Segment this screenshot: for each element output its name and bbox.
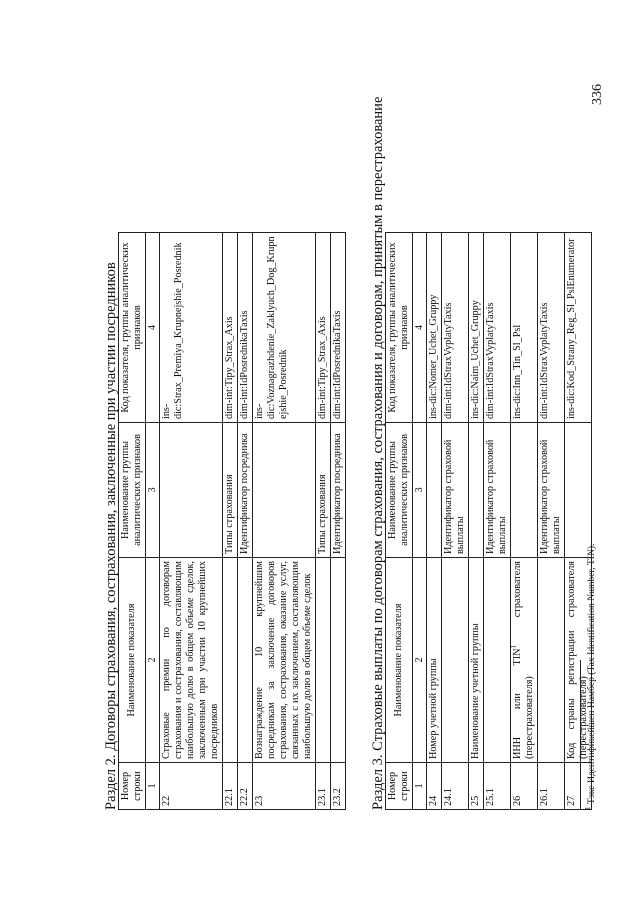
table-row bbox=[238, 233, 253, 810]
col-number: 2 bbox=[413, 558, 427, 763]
group-name bbox=[565, 423, 592, 558]
indicator-code: dim-int:IdStraxVyplatyTaxis bbox=[442, 233, 469, 423]
indicator-code: dim-int:IdStraxVyplatyTaxis bbox=[538, 233, 565, 423]
table-row bbox=[469, 233, 484, 810]
footnote-number: 1 bbox=[583, 806, 592, 810]
group-name: Идентификатор страховой выплаты bbox=[442, 423, 469, 558]
indicator-code: ins-dic:Kod_Strany_Reg_Sl_PslEnumerator bbox=[565, 233, 592, 423]
indicator-name bbox=[538, 558, 565, 763]
row-number: 23.1 bbox=[316, 763, 331, 810]
col-number: 3 bbox=[413, 423, 427, 558]
row-number: 22.2 bbox=[238, 763, 253, 810]
table-header-row bbox=[119, 233, 146, 810]
table-row bbox=[442, 233, 469, 810]
column-number-row bbox=[413, 233, 427, 810]
indicator-name: Номер учетной группы bbox=[427, 558, 442, 763]
indicator-code: ins-dic:Naim_Uchet_Gruppy bbox=[469, 233, 484, 423]
row-number: 22 bbox=[160, 763, 223, 810]
row-number: 23 bbox=[253, 763, 316, 810]
indicator-code: ins-dic:Voznagrazhdenie_Zaklyuch_Dog_Krupnejshie_Posrednik bbox=[253, 233, 316, 423]
row-number: 22.1 bbox=[223, 763, 238, 810]
col-number: 4 bbox=[146, 233, 160, 423]
col-number: 4 bbox=[413, 233, 427, 423]
col-number: 2 bbox=[146, 558, 160, 763]
header-group-name: Наименование группы аналитических признаков bbox=[119, 423, 146, 558]
table-row bbox=[316, 233, 331, 810]
group-name: Типы страхования bbox=[223, 423, 238, 558]
row-number: 26.1 bbox=[538, 763, 565, 810]
table-row bbox=[538, 233, 565, 810]
group-name bbox=[511, 423, 538, 558]
row-number: 25 bbox=[469, 763, 484, 810]
section3-table bbox=[385, 232, 592, 810]
header-group-name: Наименование группы аналитических признаков bbox=[386, 423, 413, 558]
indicator-code: ins-dic:Strax_Premiya_Krupnejshie_Posrednik bbox=[160, 233, 223, 423]
row-number: 25.1 bbox=[484, 763, 511, 810]
col-number: 1 bbox=[146, 763, 160, 810]
table-row bbox=[331, 233, 346, 810]
indicator-name bbox=[238, 558, 253, 763]
group-name: Идентификатор посредника bbox=[331, 423, 346, 558]
indicator-code: dim-int:Tipy_Strax_Axis bbox=[223, 233, 238, 423]
footnote-marker: 1 bbox=[509, 644, 518, 649]
indicator-code: dim-int:IdPosrednikaTaxis bbox=[331, 233, 346, 423]
indicator-name-head: ИНН или TIN bbox=[512, 648, 523, 759]
indicator-name bbox=[223, 558, 238, 763]
header-row-number: Номер строки bbox=[386, 763, 413, 810]
row-number: 23.2 bbox=[331, 763, 346, 810]
header-code: Код показателя, группы аналитических признаков bbox=[386, 233, 413, 423]
col-number: 1 bbox=[413, 763, 427, 810]
page-number: 336 bbox=[590, 84, 605, 105]
indicator-code: dim-int:IdStraxVyplatyTaxis bbox=[484, 233, 511, 423]
indicator-name bbox=[316, 558, 331, 763]
footnote-text: Тэкс Идентификейшен Намбер (Tax Identification Number, TIN). bbox=[586, 543, 597, 805]
row-number: 24.1 bbox=[442, 763, 469, 810]
section3-title: Раздел 3. Страховые выплаты по договорам страхования, сострахования и договорам, принятым в перестрахование bbox=[370, 96, 386, 810]
indicator-name: Наименование учетной группы bbox=[469, 558, 484, 763]
indicator-name bbox=[331, 558, 346, 763]
table-row bbox=[253, 233, 316, 810]
table-row bbox=[484, 233, 511, 810]
table-row bbox=[223, 233, 238, 810]
table-header-row bbox=[386, 233, 413, 810]
table-row bbox=[511, 233, 538, 810]
table-row bbox=[160, 233, 223, 810]
group-name: Идентификатор страховой выплаты bbox=[538, 423, 565, 558]
header-indicator-name: Наименование показателя bbox=[386, 558, 413, 763]
row-number: 27 bbox=[565, 763, 592, 810]
group-name bbox=[469, 423, 484, 558]
indicator-name: Код страны регистрации страхователя (перестрахователя) bbox=[565, 558, 592, 763]
indicator-name: Страховые премии по договорам страхования и сострахования, составляющим наибольшую долю в общем объеме сделок, заключенным при участии 10 крупнейших посредников bbox=[160, 558, 223, 763]
indicator-name bbox=[484, 558, 511, 763]
col-number: 3 bbox=[146, 423, 160, 558]
indicator-name bbox=[442, 558, 469, 763]
table-row bbox=[427, 233, 442, 810]
indicator-code: dim-int:IdPosrednikaTaxis bbox=[238, 233, 253, 423]
group-name bbox=[253, 423, 316, 558]
section2-title: Раздел 2. Договоры страхования, сострахования, заключенные при участии посредников bbox=[103, 262, 119, 810]
indicator-code: dim-int:Tipy_Strax_Axis bbox=[316, 233, 331, 423]
row-number: 24 bbox=[427, 763, 442, 810]
indicator-code: ins-dic:Inn_Tin_Sl_Psl bbox=[511, 233, 538, 423]
indicator-name-tail: страхователя (перестрахователя) bbox=[512, 561, 535, 759]
group-name: Идентификатор посредника bbox=[238, 423, 253, 558]
header-row-number: Номер строки bbox=[119, 763, 146, 810]
group-name bbox=[427, 423, 442, 558]
group-name bbox=[160, 423, 223, 558]
group-name: Идентификатор страховой выплаты bbox=[484, 423, 511, 558]
header-indicator-name: Наименование показателя bbox=[119, 558, 146, 763]
group-name: Типы страхования bbox=[316, 423, 331, 558]
indicator-code: ins-dic:Nomer_Uchet_Gruppy bbox=[427, 233, 442, 423]
row-number: 26 bbox=[511, 763, 538, 810]
indicator-name bbox=[511, 558, 538, 763]
indicator-name: Вознаграждение 10 крупнейшим посредникам за заключение договоров страхования, сострахования, оказание услуг, связанных с их заключением, составляющим наибольшую долю в общем объеме сделок bbox=[253, 558, 316, 763]
footnote-separator bbox=[580, 660, 581, 810]
column-number-row bbox=[146, 233, 160, 810]
section2-table bbox=[118, 232, 346, 810]
header-code: Код показателя, группы аналитических признаков bbox=[119, 233, 146, 423]
footnote bbox=[583, 543, 597, 810]
